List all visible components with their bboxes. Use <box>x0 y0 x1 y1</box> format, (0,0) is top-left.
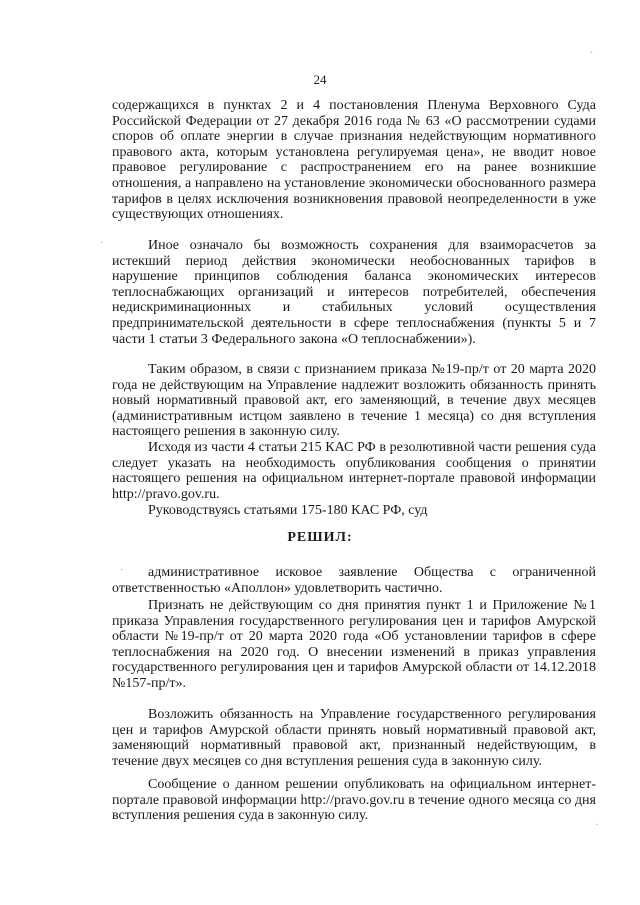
paragraph-balance-interests: Иное означало бы возможность сохранения для взаиморасчетов за истекший период действия экономически необоснованных тарифов в нарушение принципов соблюдения баланса экономических интересов теплоснабжающих организаций и интересов потребителей, обеспечения недискриминационных и стабильных условий осуществления предпринимательской деятельности в сфере теплоснабжения (пункты 5 и 7 части 1 статьи 3 Федерального закона «О теплоснабжении»). <box>112 238 596 347</box>
decision-publish-notice: Сообщение о данном решении опубликовать на официальном интернет-портале правовой информации http://pravo.gov.ru в течение одного месяца со дня вступления решения суда в законную силу. <box>112 777 596 824</box>
decision-declare-invalid: Признать не действующим со дня принятия пункт 1 и Приложение №1 приказа Управления государственного регулирования цен и тарифов Амурской области №19-пр/т от 20 марта 2020 года «Об установлении тарифов в сфере теплоснабжения на 2020 год. О внесении изменений в приказ управления государственного регулирования цен и тарифов Амурской области от 14.12.2018 №157-пр/т». <box>112 598 596 691</box>
paragraph-obligation: Таким образом, в связи с признанием приказа №19-пр/т от 20 марта 2020 года не действующим на Управление надлежит возложить обязанность принять новый нормативный правовой акт, его заменяющий, в течение двух месяцев (административным истцом заявлено в течение 1 месяца) со дня вступления настоящего решения в законную силу. <box>112 362 596 440</box>
scan-speck: · <box>120 565 124 576</box>
decision-impose-obligation: Возложить обязанность на Управление государственного регулирования цен и тарифов Амурской области принять новый нормативный правовой акт, заменяющий нормативный правовой акт, признанный недействующим, в течение двух месяцев со дня вступления решения суда в законную силу. <box>112 707 596 769</box>
scan-speck: · <box>590 48 594 59</box>
page-number: 24 <box>313 72 327 87</box>
paragraph-publication-basis: Исходя из части 4 статьи 215 КАС РФ в резолютивной части решения суда следует указать на необходимость опубликования сообщения о принятии настоящего решения на официальном интернет-портале правовой информации http://pravo.gov.ru. <box>112 440 596 502</box>
scan-speck: · <box>595 820 599 831</box>
paragraph-resolution-plenum: содержащихся в пунктах 2 и 4 постановления Пленума Верховного Суда Российской Федерации от 27 декабря 2016 года № 63 «О рассмотрении судами споров об оплате энергии в случае признания недействующим нормативного правового акта, которым установлена регулируемая цена», не вводит новое правовое регулирование с распространением его на ранее возникшие отношения, а направлено на установление экономически обоснованного размера тарифов в целях исключения возникновения правовой неопределенности в уже существующих отношениях. <box>112 98 596 223</box>
decision-claim-partially-granted: административное исковое заявление Общества с ограниченной ответственностью «Аполлон» удовлетворить частично. <box>112 565 596 596</box>
decision-heading: РЕШИЛ: <box>287 530 353 545</box>
scan-speck: · <box>100 238 104 249</box>
paragraph-guided-by: Руководствуясь статьями 175-180 КАС РФ, суд <box>148 503 428 518</box>
